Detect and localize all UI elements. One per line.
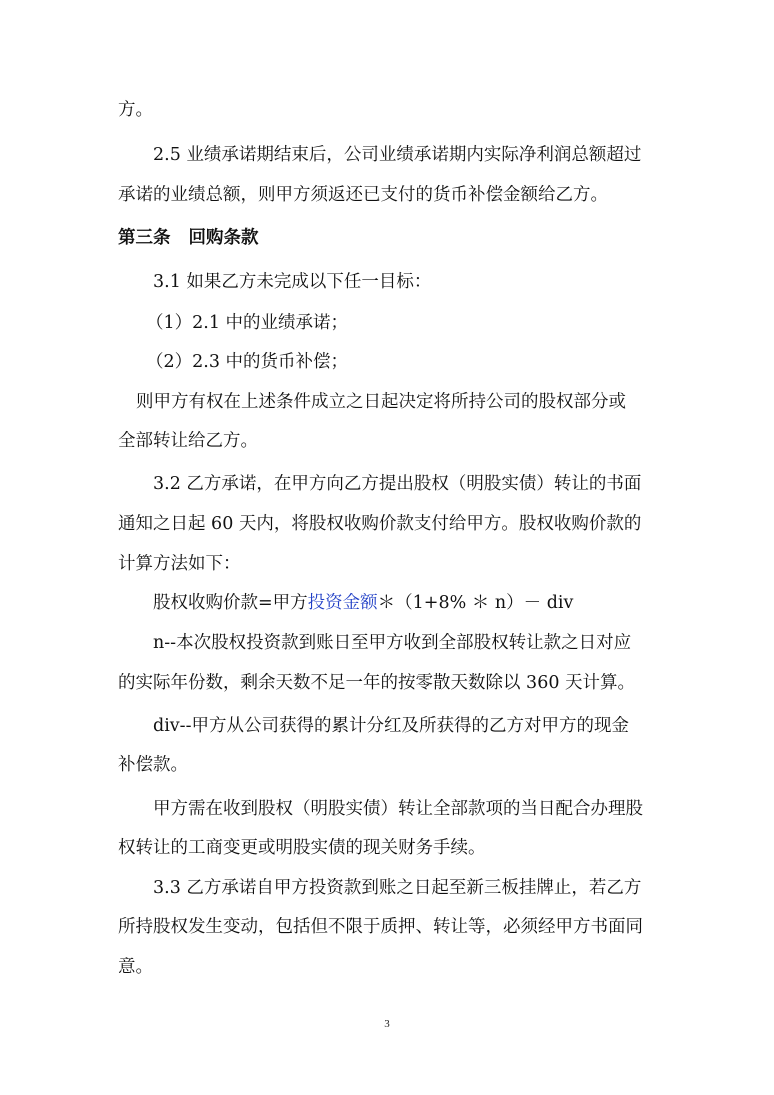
- paragraph-line: 3.1 如果乙方未完成以下任一目标：: [153, 272, 432, 292]
- formula-suffix: ＊（1+8% ＊ n）－ div: [377, 593, 574, 613]
- paragraph-line: 权转让的工商变更或明股实债的现关财务手续。: [118, 838, 486, 858]
- paragraph-line: 则甲方有权在上述条件成立之日起决定将所持公司的股权部分或: [136, 392, 626, 412]
- paragraph-line: 2.5 业绩承诺期结束后，公司业绩承诺期内实际净利润总额超过: [153, 145, 642, 165]
- paragraph-line: n--本次股权投资款到账日至甲方收到全部股权转让款之日对应: [153, 633, 632, 653]
- section-number: 第三条: [118, 228, 171, 248]
- paragraph-line: 甲方需在收到股权（明股实债）转让全部款项的当日配合办理股: [153, 799, 643, 819]
- section-heading: [0, 226, 774, 250]
- formula-highlight: 投资金额: [307, 593, 378, 613]
- paragraph-line: 意。: [118, 957, 153, 977]
- paragraph-line: 通知之日起 60 天内，将股权收购价款支付给甲方。股权收购价款的: [118, 514, 642, 534]
- paragraph-line: 全部转让给乙方。: [118, 431, 258, 451]
- paragraph-line: 计算方法如下：: [118, 554, 241, 574]
- paragraph-line: 方。: [118, 100, 153, 120]
- paragraph-line: 补偿款。: [118, 755, 188, 775]
- list-item: （1）2.1 中的业绩承诺；: [146, 313, 349, 333]
- formula-prefix: 股权收购价款=甲方: [153, 593, 308, 613]
- formula-line: [0, 591, 774, 615]
- page-number: 3: [384, 1018, 390, 1030]
- paragraph-line: 的实际年份数，剩余天数不足一年的按零散天数除以 360 天计算。: [118, 673, 636, 693]
- paragraph-line: div--甲方从公司获得的累计分红及所获得的乙方对甲方的现金: [153, 716, 630, 736]
- paragraph-line: 承诺的业绩总额，则甲方须返还已支付的货币补偿金额给乙方。: [118, 185, 608, 205]
- section-title: 回购条款: [188, 228, 259, 248]
- paragraph-line: 3.3 乙方承诺自甲方投资款到账之日起至新三板挂牌止，若乙方: [153, 878, 642, 898]
- paragraph-line: 3.2 乙方承诺，在甲方向乙方提出股权（明股实债）转让的书面: [153, 474, 642, 494]
- paragraph-line: 所持股权发生变动，包括但不限于质押、转让等，必须经甲方书面同: [118, 917, 643, 937]
- list-item: （2）2.3 中的货币补偿；: [146, 352, 349, 372]
